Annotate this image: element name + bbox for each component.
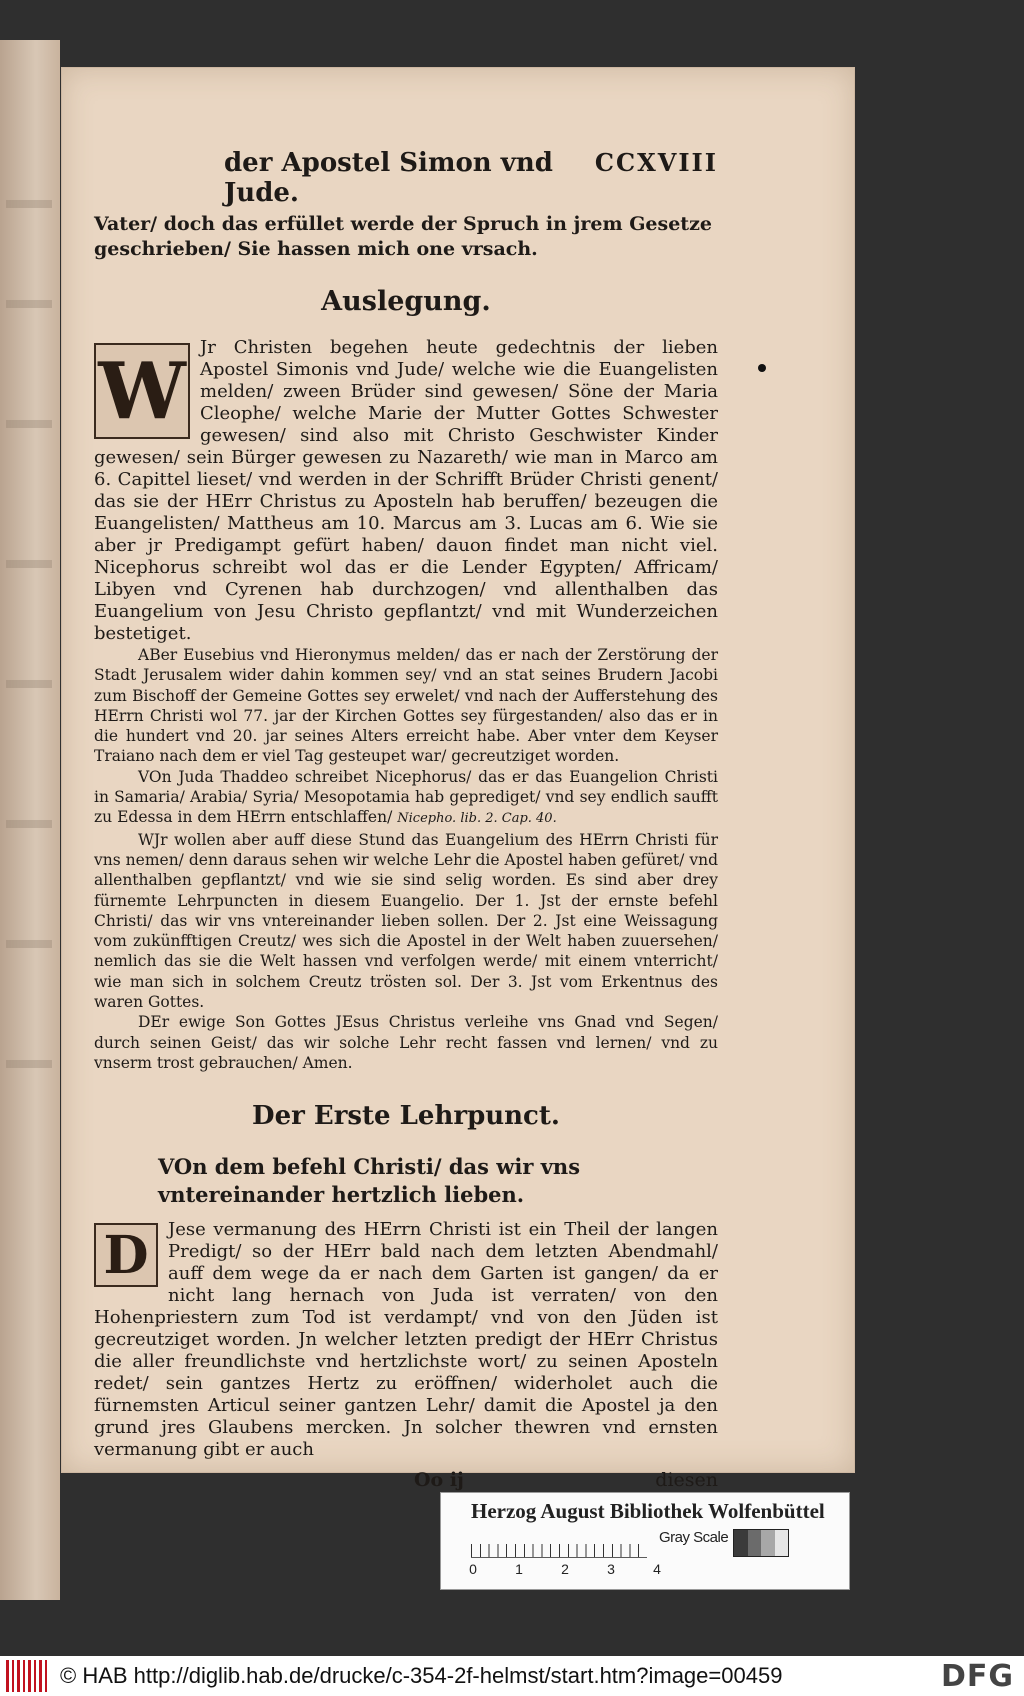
- paragraph-6: Jese vermanung des HErrn Christi ist ein Theil der langen Predigt/ so der HErr bald nach dem letzten Abendmahl/ auff dem wege da er nach dem Garten ist gangen/ da er nicht lang hernach von Juda ist verraten/ von den Hohenpriestern zum Tod ist verdampt/ vnd von den Jüden ist gecreutziget worden. Jn welcher letzten predigt der HErr Christus die aller freundlichste vnd hertzlichste wort/ zu seinen Aposteln redet/ sein gantzes Hertz zu eröffnen/ widerholet auch die fürnemsten Articul seiner gantzen Lehr/ damit die Apostel ja den grund jres Glaubens mercken. Jn solcher thewren vnd ernsten vermanung gibt er auch: [94, 1219, 718, 1461]
- ruler-number: 2: [561, 1561, 569, 1577]
- paragraph-2: ABer Eusebius vnd Hieronymus melden/ das er nach der Zerstörung der Stadt Jerusalem wider dahin kommen sey/ vnd an stat seines Brudern Jacobi zum Bischoff der Gemeine Gottes sey erwelet/ vnd nach der Aufferstehung des HErrn Christi wol 77. jar der Kirchen Gottes sey fürgestanden/ also das er in die hundert vnd 20. jar seines Alters erreicht habe. Aber vnter dem Keyser Traiano nach dem er viel Tag gesteupet war/ gecreutziget worden.: [94, 646, 718, 766]
- paragraph-1: Jr Christen begehen heute gedechtnis der lieben Apostel Simonis vnd Jude/ welche wie die Euangelisten melden/ zween Brüder sind gewesen/ Söne der Maria Cleophe/ welche Marie der Mutter Gottes Schwester gewesen/ sind also mit Christo Geschwister Kinder gewesen/ sein Bürger gewesen zu Nazareth/ wie man in Marco am 6. Capittel lieset/ vnd werden in der Schrifft Brüder Christi genent/ das sie der HErr Christus zu Aposteln hab beruffen/ bezeugen die Euangelisten/ Mattheus am 10. Marcus am 3. Lucas am 6. Wie sie aber jr Predigampt gefürt haben/ dauon findet man nicht viel. Nicephorus schreibt wol das er die Lender Egypten/ Affricam/ Libyen vnd Cyrenen hab durchzogen/ vnd allenthalben das Euangelium von Jesu Christo gepflantzt/ vnd mit Wunderzeichen bestetiget.: [94, 337, 718, 644]
- scale-card: [440, 1492, 850, 1590]
- ruler: [471, 1535, 647, 1558]
- gray-swatch: [748, 1530, 762, 1556]
- section-2-title: Der Erste Lehrpunct.: [252, 1101, 560, 1132]
- section-2-subtitle: VOn dem befehl Christi/ das wir vns vntereinander hertzlich lieben.: [158, 1154, 581, 1208]
- page-text: [94, 148, 718, 1491]
- ruler-number: 1: [515, 1561, 523, 1577]
- section-title: Auslegung.: [321, 286, 491, 317]
- folio-number: CCXVIII: [594, 148, 718, 177]
- paragraph-5: DEr ewige Son Gottes JEsus Christus verleihe vns Gnad vnd Segen/ durch seinen Geist/ das wir solche Lehr recht fassen vnd lernen/ vnd zu vnserm trost gebrauchen/ Amen.: [94, 1013, 718, 1072]
- adjacent-page-edge: [0, 40, 60, 1600]
- paragraph-3-text: VOn Juda Thaddeo schreibet Nicephorus/ das er das Euangelion Christi in Samaria/ Arabia/ Syria/ Mesopotamia hab geprediget/ vnd sey endlich saufft zu Edessa in dem HErrn entschlaffen/: [94, 767, 718, 827]
- ruler-number: 0: [469, 1561, 477, 1577]
- barcode-icon: [6, 1660, 50, 1692]
- paragraph-4: WJr wollen aber auff diese Stund das Euangelium des HErrn Christi für vns nemen/ denn daraus sehen wir welche Lehr die Apostel haben gefüret/ vnd allenthalben gepflantzt/ vnd wie sie sind selig worden. Es sind aber drey fürnemte Lehrpuncten in diesem Euangelio. Der 1. Jst der ernste befehl Christi/ das wir vns vntereinander lieben sollen. Der 2. Jst eine Weissagung vom zukünfftigen Creutz/ wes sich die Apostel in der Welt haben zuuersehen/ nemlich das sie die Welt hassen vnd verfolgen werde/ mit einem vnterricht/ wie man sich in solchem Creutz trösten sol. Der 3. Jst vom Erkentnus des waren Gottes.: [94, 830, 718, 1012]
- decorated-initial: W: [94, 343, 190, 439]
- library-name: Herzog August Bibliothek Wolfenbüttel: [471, 1499, 825, 1523]
- gathering-signature: Oo ij: [414, 1469, 464, 1492]
- ruler-numbers: [465, 1561, 665, 1577]
- ruler-number: 3: [607, 1561, 615, 1577]
- gray-swatch: [761, 1530, 775, 1556]
- running-head-title: der Apostel Simon vnd Jude.: [224, 148, 553, 208]
- citation: Nicepho. lib. 2. Cap. 40.: [397, 811, 557, 827]
- catchword: diesen: [655, 1469, 718, 1492]
- gray-scale-swatches: [733, 1529, 789, 1557]
- footer-link[interactable]: © HAB http://diglib.hab.de/drucke/c-354-2f-helmst/start.htm?image=00459: [60, 1663, 783, 1688]
- book-page: [62, 68, 854, 1492]
- intro-text: Vater/ doch das erfüllet werde der Spruch in jrem Gesetze geschrieben/ Sie hassen mich one vrsach.: [94, 213, 712, 260]
- dfg-logo: DFG: [940, 1658, 1014, 1694]
- gray-swatch: [775, 1530, 789, 1556]
- signature-line: [94, 1469, 718, 1491]
- decorated-initial-2: D: [94, 1223, 158, 1287]
- gray-swatch: [734, 1530, 748, 1556]
- running-head: [94, 148, 718, 208]
- ruler-number: 4: [653, 1561, 661, 1577]
- footer-bar: [0, 1656, 1024, 1696]
- ink-spot: [758, 364, 766, 372]
- gray-scale-label: Gray Scale: [659, 1529, 729, 1546]
- paragraph-3: [94, 767, 718, 830]
